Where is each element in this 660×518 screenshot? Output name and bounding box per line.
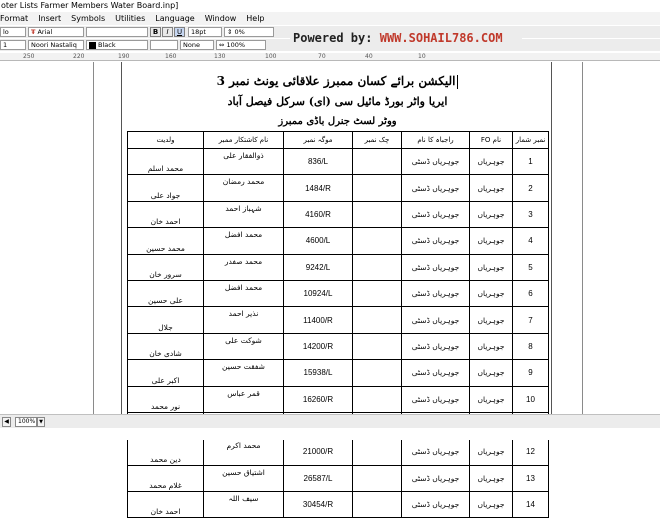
- urdu-font-value: Noori Nastaliq: [31, 41, 77, 49]
- ruler-tick: 10: [418, 53, 426, 60]
- father-name-cell: جلال: [128, 307, 204, 333]
- margin-guide-left: [93, 62, 94, 414]
- table-row: [128, 465, 549, 491]
- chak-number-cell: [353, 280, 402, 306]
- moga-number-cell: 26587/L: [284, 465, 353, 491]
- color-value: Black: [98, 41, 116, 49]
- zoom-select[interactable]: [216, 40, 266, 50]
- chak-number-cell: [353, 386, 402, 412]
- fo-name-cell: جوہریاں: [470, 439, 513, 465]
- serial-number-cell: 5: [513, 254, 549, 280]
- voter-list-table: [127, 131, 549, 518]
- urdu-font-select[interactable]: [28, 40, 84, 50]
- menu-insert[interactable]: Insert: [38, 14, 62, 23]
- canal-name-cell: جوہریاں ڈسٹی: [402, 360, 470, 386]
- document-list-title: ووٹر لسٹ جنرل باڈی ممبرز: [278, 116, 397, 127]
- chak-number-cell: [353, 228, 402, 254]
- fo-name-cell: جوہریاں: [470, 307, 513, 333]
- banner-url: WWW.SOHAIL786.COM: [379, 31, 503, 45]
- chak-number-cell: [353, 439, 402, 465]
- fo-name-cell: جوہریاں: [470, 465, 513, 491]
- canal-name-cell: جوہریاں ڈسٹی: [402, 280, 470, 306]
- table-row: [128, 307, 549, 333]
- moga-number-cell: 4600/L: [284, 228, 353, 254]
- ruler-tick: 130: [214, 53, 226, 60]
- member-name-cell: شفقت حسین: [204, 360, 284, 386]
- horizontal-scrollbar[interactable]: [0, 428, 660, 440]
- banner-label: Powered by:: [293, 31, 373, 45]
- father-name-cell: دین محمد: [128, 439, 204, 465]
- document-subheading: ایریا واٹر بورڈ مائیل سی (ای) سرکل فیصل آباد: [227, 95, 448, 108]
- column-header: نام کاشتکار ممبر: [204, 132, 284, 149]
- status-zoom-field[interactable]: 100%: [15, 417, 37, 427]
- member-name-cell: نذیر احمد: [204, 307, 284, 333]
- fo-name-cell: جوہریاں: [470, 360, 513, 386]
- table-row: [128, 149, 549, 175]
- color-swatch-icon: [89, 42, 96, 49]
- fo-name-cell: جوہریاں: [470, 333, 513, 359]
- horizontal-ruler[interactable]: [0, 53, 660, 61]
- serial-number-cell: 9: [513, 360, 549, 386]
- underline-button[interactable]: U: [174, 27, 185, 37]
- canal-name-cell: جوہریاں ڈسٹی: [402, 386, 470, 412]
- member-name-cell: محمد صفدر: [204, 254, 284, 280]
- table-row: [128, 175, 549, 201]
- style-select-value: lo: [3, 28, 9, 36]
- member-name-cell: محمد رمضان: [204, 175, 284, 201]
- border-value: None: [183, 41, 200, 49]
- status-bar: [0, 414, 660, 428]
- father-name-cell: جواد علی: [128, 175, 204, 201]
- table-row: [128, 439, 549, 465]
- document-page[interactable]: [121, 62, 552, 517]
- ruler-tick: 220: [73, 53, 85, 60]
- canal-name-cell: جوہریاں ڈسٹی: [402, 228, 470, 254]
- canal-name-cell: جوہریاں ڈسٹی: [402, 439, 470, 465]
- serial-number-cell: 8: [513, 333, 549, 359]
- moga-number-cell: 21000/R: [284, 439, 353, 465]
- chak-number-cell: [353, 254, 402, 280]
- menu-utilities[interactable]: Utilities: [115, 14, 146, 23]
- ruler-tick: 40: [365, 53, 373, 60]
- ruler-tick: 190: [118, 53, 130, 60]
- status-zoom-dropdown[interactable]: ▼: [37, 417, 45, 427]
- table-row: [128, 386, 549, 412]
- moga-number-cell: 15938/L: [284, 360, 353, 386]
- chak-number-cell: [353, 360, 402, 386]
- paragraph-style-select[interactable]: [0, 40, 26, 50]
- margin-guide-right: [582, 62, 583, 414]
- serial-number-cell: 13: [513, 465, 549, 491]
- father-name-cell: نور محمد: [128, 386, 204, 412]
- serial-number-cell: 12: [513, 439, 549, 465]
- text-cursor: [457, 75, 458, 89]
- member-name-cell: محمد افضل: [204, 280, 284, 306]
- font-select-extension[interactable]: [86, 27, 148, 37]
- chak-number-cell: [353, 201, 402, 227]
- chak-number-cell: [353, 175, 402, 201]
- canal-name-cell: جوہریاں ڈسٹی: [402, 201, 470, 227]
- member-name-cell: ذوالفقار علی: [204, 149, 284, 175]
- menu-format[interactable]: Format: [0, 14, 29, 23]
- serial-number-cell: 4: [513, 228, 549, 254]
- moga-number-cell: 16260/R: [284, 386, 353, 412]
- bold-button[interactable]: B: [150, 27, 161, 37]
- powered-by-banner: [290, 29, 522, 48]
- spacing-select[interactable]: [224, 27, 274, 37]
- father-name-cell: احمد خان: [128, 201, 204, 227]
- ruler-tick: 70: [318, 53, 326, 60]
- table-row: [128, 492, 549, 518]
- font-size-select[interactable]: [188, 27, 222, 37]
- window-title: oter Lists Farmer Members Water Board.inp]: [0, 0, 660, 12]
- father-name-cell: احمد خان: [128, 492, 204, 518]
- border-select[interactable]: [180, 40, 214, 50]
- menu-bar: [0, 12, 660, 25]
- canal-name-cell: جوہریاں ڈسٹی: [402, 465, 470, 491]
- moga-number-cell: 10924/L: [284, 280, 353, 306]
- father-name-cell: علی حسین: [128, 280, 204, 306]
- serial-number-cell: 6: [513, 280, 549, 306]
- table-row: [128, 228, 549, 254]
- moga-number-cell: 4160/R: [284, 201, 353, 227]
- moga-number-cell: 11400/R: [284, 307, 353, 333]
- document-heading: [122, 74, 553, 89]
- member-name-cell: شہباز احمد: [204, 201, 284, 227]
- canal-name-cell: جوہریاں ڈسٹی: [402, 175, 470, 201]
- zoom-value: 100%: [226, 41, 246, 49]
- canal-name-cell: جوہریاں ڈسٹی: [402, 307, 470, 333]
- table-row: [128, 254, 549, 280]
- column-header: موگہ نمبر: [284, 132, 353, 149]
- fo-name-cell: جوہریاں: [470, 149, 513, 175]
- column-header: ولدیت: [128, 132, 204, 149]
- paragraph-style-value: 1: [3, 41, 8, 49]
- moga-number-cell: 836/L: [284, 149, 353, 175]
- member-name-cell: محمد افضل: [204, 228, 284, 254]
- father-name-cell: غلام محمد: [128, 465, 204, 491]
- fo-name-cell: جوہریاں: [470, 492, 513, 518]
- table-row: [128, 201, 549, 227]
- moga-number-cell: 30454/R: [284, 492, 353, 518]
- border-style-icon[interactable]: [150, 40, 178, 50]
- table-row: [128, 333, 549, 359]
- chak-number-cell: [353, 492, 402, 518]
- moga-number-cell: 1484/R: [284, 175, 353, 201]
- menu-language[interactable]: Language: [155, 14, 195, 23]
- table-row: [128, 360, 549, 386]
- scroll-left-button[interactable]: ◀: [2, 417, 11, 427]
- chak-number-cell: [353, 465, 402, 491]
- serial-number-cell: 2: [513, 175, 549, 201]
- column-header: راجباہ کا نام: [402, 132, 470, 149]
- member-name-cell: قمر عباس: [204, 386, 284, 412]
- column-header: چک نمبر: [353, 132, 402, 149]
- chak-number-cell: [353, 307, 402, 333]
- serial-number-cell: 7: [513, 307, 549, 333]
- column-header: نمبر شمار: [513, 132, 549, 149]
- ruler-tick: 100: [265, 53, 277, 60]
- fo-name-cell: جوہریاں: [470, 201, 513, 227]
- truetype-icon: Ŧ: [31, 28, 36, 36]
- father-name-cell: اکبر علی: [128, 360, 204, 386]
- menu-help[interactable]: Help: [246, 14, 265, 23]
- fo-name-cell: جوہریاں: [470, 280, 513, 306]
- father-name-cell: سرور خان: [128, 254, 204, 280]
- table-row: [128, 280, 549, 306]
- fo-name-cell: جوہریاں: [470, 228, 513, 254]
- style-select[interactable]: [0, 27, 26, 37]
- menu-symbols[interactable]: Symbols: [71, 14, 106, 23]
- chak-number-cell: [353, 149, 402, 175]
- italic-button[interactable]: I: [162, 27, 173, 37]
- column-header: نام FO: [470, 132, 513, 149]
- fo-name-cell: جوہریاں: [470, 254, 513, 280]
- canal-name-cell: جوہریاں ڈسٹی: [402, 254, 470, 280]
- font-select-value: Arial: [37, 28, 53, 36]
- font-select[interactable]: [28, 27, 84, 37]
- serial-number-cell: 10: [513, 386, 549, 412]
- fo-name-cell: جوہریاں: [470, 175, 513, 201]
- canal-name-cell: جوہریاں ڈسٹی: [402, 333, 470, 359]
- canal-name-cell: جوہریاں ڈسٹی: [402, 149, 470, 175]
- member-name-cell: محمد اکرم: [204, 439, 284, 465]
- serial-number-cell: 3: [513, 201, 549, 227]
- serial-number-cell: 1: [513, 149, 549, 175]
- heading-text: الیکشن برائے کسان ممبرز علاقائی یونٹ نمبر 3: [216, 74, 456, 88]
- canal-name-cell: جوہریاں ڈسٹی: [402, 492, 470, 518]
- spacing-icon: ⇕: [227, 28, 233, 36]
- color-select[interactable]: [86, 40, 148, 50]
- moga-number-cell: 14200/R: [284, 333, 353, 359]
- serial-number-cell: 14: [513, 492, 549, 518]
- font-size-value: 18pt: [191, 28, 206, 36]
- fo-name-cell: جوہریاں: [470, 386, 513, 412]
- chak-number-cell: [353, 333, 402, 359]
- member-name-cell: اشتیاق حسین: [204, 465, 284, 491]
- menu-window[interactable]: Window: [204, 14, 237, 23]
- father-name-cell: محمد حسین: [128, 228, 204, 254]
- ruler-tick: 250: [23, 53, 35, 60]
- member-name-cell: سیف اللہ: [204, 492, 284, 518]
- table-header-row: [128, 132, 549, 149]
- zoom-icon: ⇔: [219, 41, 225, 49]
- spacing-value: 0%: [234, 28, 245, 36]
- father-name-cell: محمد اسلم: [128, 149, 204, 175]
- member-name-cell: شوکت علی: [204, 333, 284, 359]
- father-name-cell: شادی خان: [128, 333, 204, 359]
- ruler-tick: 160: [165, 53, 177, 60]
- moga-number-cell: 9242/L: [284, 254, 353, 280]
